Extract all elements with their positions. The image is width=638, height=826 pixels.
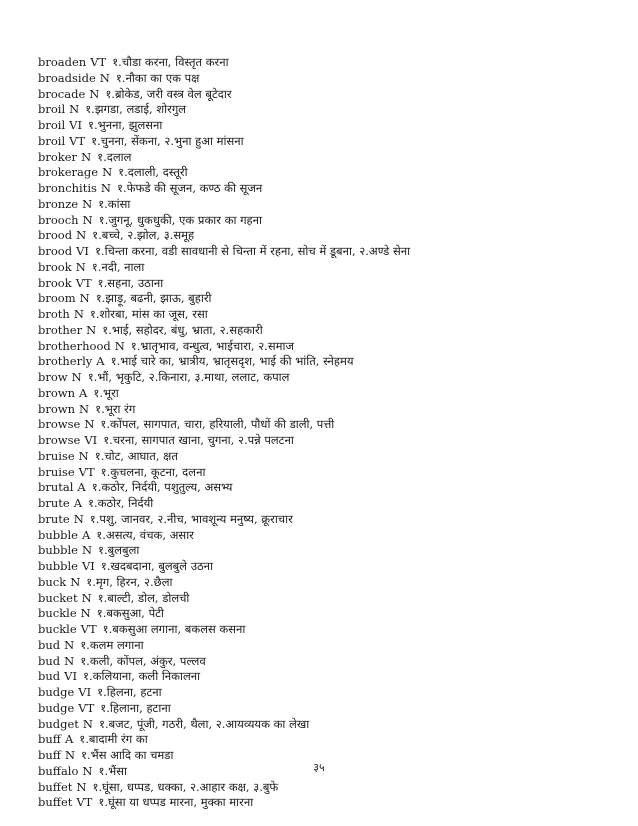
dictionary-entry (38, 496, 618, 512)
headword: brow (38, 370, 68, 384)
dictionary-entry (38, 244, 618, 260)
part-of-speech: N (81, 149, 92, 164)
dictionary-entry (38, 701, 618, 717)
part-of-speech: N (99, 70, 110, 85)
meaning: १.भैंसा (98, 763, 127, 778)
meaning: १.भौं, भृकुटि, २.किनारा, ३.माथा, ललाट, कपाल (87, 370, 290, 384)
meaning: १.भ्रातृभाव, वन्धुत्व, भाईचारा, २.समाज (130, 338, 295, 353)
dictionary-entry (38, 150, 618, 166)
meaning: १.कुचलना, कूटना, दलना (100, 464, 206, 479)
dictionary-entry (38, 654, 618, 670)
dictionary-entry (38, 102, 618, 118)
headword: brown (38, 385, 76, 400)
headword: broil (38, 102, 66, 117)
meaning: १.कांसा (98, 196, 131, 211)
meaning: १.सहना, उठाना (97, 275, 164, 290)
meaning: १.कठोर, निर्दयी, पशुतुल्य, असभ्य (91, 480, 233, 495)
meaning: १.शोरबा, मांस का जूस, रसा (89, 307, 208, 321)
headword: budget (38, 716, 79, 731)
headword: buffalo (38, 763, 79, 778)
headword: broaden (38, 55, 87, 69)
dictionary-entry (38, 559, 618, 575)
headword: brother (38, 322, 83, 337)
headword: brute (38, 511, 70, 526)
headword: brook (38, 275, 72, 290)
dictionary-entry (38, 465, 618, 481)
meaning: १.झाड़ू, बढनी, झाऊ, बुहारी (95, 291, 212, 306)
dictionary-entry (38, 795, 618, 811)
headword: brotherly (38, 354, 93, 369)
dictionary-entry (38, 354, 618, 370)
part-of-speech: N (73, 307, 84, 321)
part-of-speech: N (81, 590, 92, 605)
meaning: १.भाई चारे का, भ्रात्रीय, भ्रातृसदृश, भाई की भांति, स्नेहमय (110, 354, 354, 369)
headword: bud (38, 653, 61, 668)
headword: brute (38, 496, 70, 510)
dictionary-entry (38, 291, 618, 307)
part-of-speech: N (86, 322, 97, 337)
dictionary-entry (38, 575, 618, 591)
meaning: १.चुनना, सेंकना, २.भुना हुआ मांसना (91, 133, 244, 148)
dictionary-entry (38, 480, 618, 496)
headword: broom (38, 291, 76, 306)
part-of-speech: A (79, 385, 88, 400)
dictionary-entry (38, 71, 618, 87)
headword: brood (38, 228, 73, 243)
headword: broil (38, 133, 66, 148)
headword: buffet (38, 795, 73, 810)
dictionary-entry (38, 228, 618, 244)
meaning: १.बादामी रंग का (79, 732, 148, 747)
dictionary-entry (38, 118, 618, 134)
headword: buff (38, 748, 61, 762)
part-of-speech: N (82, 716, 93, 731)
headword: bubble (38, 559, 78, 573)
part-of-speech: N (71, 370, 82, 384)
dictionary-entry (38, 181, 618, 197)
entry-list (38, 55, 618, 811)
headword: bubble (38, 543, 78, 558)
headword: bubble (38, 527, 78, 542)
meaning: १.बजट, पूंजी, गठरी, थैला, २.आयव्ययक का लेखा (98, 716, 310, 731)
part-of-speech: N (64, 748, 76, 762)
dictionary-entry (38, 323, 618, 339)
dictionary-entry (38, 685, 618, 701)
dictionary-entry (38, 606, 618, 622)
part-of-speech: VI (84, 433, 98, 447)
meaning: १.भूरा रंग (95, 401, 136, 416)
dictionary-entry (38, 276, 618, 292)
dictionary-entry (38, 669, 618, 685)
meaning: १.भाई, सहोदर, बंधु, भ्राता, २.सहकारी (102, 322, 263, 337)
meaning: १.कलम लगाना (80, 637, 144, 652)
part-of-speech: VT (78, 700, 95, 715)
part-of-speech: N (79, 291, 90, 306)
dictionary-entry (38, 386, 618, 402)
meaning: १.खदबदाना, बुलबुले उठना (100, 559, 214, 573)
meaning: १.दलाली, दस्तूरी (118, 165, 188, 180)
meaning: १.दलाल (97, 149, 132, 164)
meaning: १.कठोर, निर्दयी (88, 496, 154, 510)
part-of-speech: A (96, 354, 105, 369)
headword: brocade (38, 86, 86, 101)
meaning: १.भुनना, झुलसना (88, 118, 163, 132)
headword: brown (38, 401, 76, 416)
headword: budge (38, 700, 75, 715)
headword: broil (38, 118, 66, 132)
part-of-speech: A (64, 732, 74, 747)
part-of-speech: N (81, 543, 93, 558)
meaning: १.हिलाना, हटाना (100, 700, 171, 715)
part-of-speech: VT (75, 275, 92, 290)
headword: bronze (38, 196, 79, 211)
dictionary-entry (38, 449, 618, 465)
dictionary-entry (38, 165, 618, 181)
meaning: १.घूंसा या धप्पड मारना, मुक्का मारना (98, 795, 254, 810)
page-number: ३५ (313, 761, 325, 774)
meaning: १.भैंस आदि का चमडा (81, 748, 174, 762)
headword: buffet (38, 779, 73, 794)
headword: browse (38, 417, 81, 432)
meaning: १.बाल्टी, डोल, डोलची (97, 590, 190, 605)
headword: brutal (38, 480, 74, 495)
meaning: १.कली, कोंपल, अंकुर, पल्लव (80, 653, 206, 668)
meaning: १.नदी, नाला (91, 259, 145, 274)
meaning: १.जुगनू, धुकधुकी, एक प्रकार का गहना (98, 212, 263, 227)
dictionary-entry (38, 717, 618, 733)
dictionary-entry (38, 543, 618, 559)
headword: buck (38, 574, 67, 589)
headword: bronchitis (38, 181, 97, 195)
dictionary-entry (38, 55, 618, 71)
part-of-speech: N (80, 606, 91, 621)
part-of-speech: VI (78, 685, 92, 699)
meaning: १.घूंसा, धप्पड, धक्का, २.आहार कक्ष, ३.बुफे (92, 779, 279, 794)
part-of-speech: N (84, 417, 95, 432)
meaning: १.बच्चे, २.झोल, ३.समूह (92, 228, 195, 243)
part-of-speech: A (81, 527, 91, 542)
part-of-speech: N (114, 338, 125, 353)
dictionary-entry (38, 780, 618, 796)
part-of-speech: N (78, 448, 89, 463)
headword: bud (38, 669, 61, 684)
meaning: १.नौका का एक पक्ष (115, 70, 200, 85)
meaning: १.झगडा, लडाई, शोरगुल (85, 102, 187, 117)
part-of-speech: VT (69, 133, 86, 148)
dictionary-entry (38, 260, 618, 276)
meaning: १.चरना, सागपात खाना, चुगना, २.पन्ने पलटना (103, 433, 294, 447)
headword: bucket (38, 590, 78, 605)
meaning: १.मृग, हिरन, २.छैला (86, 574, 173, 589)
part-of-speech: N (70, 574, 81, 589)
meaning: १.चोट, आघात, क्षत (94, 448, 178, 463)
part-of-speech: VI (69, 118, 82, 132)
dictionary-entry (38, 134, 618, 150)
dictionary-entry (38, 87, 618, 103)
meaning: १.फेफडे की सूजन, कण्ठ की सूजन (116, 181, 263, 195)
headword: buckle (38, 622, 77, 636)
dictionary-entry (38, 433, 618, 449)
headword: broker (38, 149, 78, 164)
part-of-speech: A (77, 480, 86, 495)
dictionary-entry (38, 417, 618, 433)
headword: bruise (38, 448, 75, 463)
part-of-speech: VI (76, 244, 89, 258)
headword: broadside (38, 70, 96, 85)
part-of-speech: N (64, 637, 75, 652)
part-of-speech: VT (90, 55, 107, 69)
part-of-speech: N (76, 779, 87, 794)
headword: buckle (38, 606, 77, 621)
meaning: १.हिलना, हटना (97, 685, 162, 699)
dictionary-entry (38, 339, 618, 355)
headword: budge (38, 685, 75, 699)
headword: brook (38, 259, 72, 274)
dictionary-entry (38, 732, 618, 748)
part-of-speech: N (82, 212, 93, 227)
headword: brokerage (38, 165, 99, 180)
headword: buff (38, 732, 61, 747)
headword: bud (38, 637, 61, 652)
dictionary-entry (38, 638, 618, 654)
dictionary-entry (38, 402, 618, 418)
headword: brood (38, 244, 73, 258)
part-of-speech: N (76, 228, 87, 243)
meaning: १.बकसुआ लगाना, बकलस कसना (102, 622, 246, 636)
meaning: १.ब्रोकेड, जरी वस्त्र वेल बूटेदार (105, 86, 232, 101)
meaning: १.कोंपल, सागपात, चारा, हरियाली, पौधों की डाली, पत्ती (100, 417, 335, 432)
part-of-speech: N (69, 102, 80, 117)
part-of-speech: N (82, 196, 93, 211)
part-of-speech: VT (76, 795, 93, 810)
dictionary-entry (38, 512, 618, 528)
part-of-speech: N (64, 653, 75, 668)
part-of-speech: VI (81, 559, 95, 573)
part-of-speech: VT (80, 622, 97, 636)
dictionary-entry (38, 370, 618, 386)
headword: broth (38, 307, 70, 321)
headword: browse (38, 433, 81, 447)
meaning: १.पशु, जानवर, २.नीच, भावशून्य मनुष्य, क्रूराचार (89, 511, 293, 526)
part-of-speech: N (102, 165, 113, 180)
part-of-speech: A (73, 496, 83, 510)
part-of-speech: VT (78, 464, 95, 479)
meaning: १.चौडा करना, विस्तृत करना (112, 55, 229, 69)
dictionary-entry (38, 197, 618, 213)
headword: bruise (38, 464, 75, 479)
dictionary-entry (38, 307, 618, 323)
meaning: १.बकसुआ, पेटी (96, 606, 164, 621)
meaning: १.असत्य, वंचक, असार (96, 527, 194, 542)
part-of-speech: N (100, 181, 111, 195)
part-of-speech: N (82, 763, 93, 778)
headword: brotherhood (38, 338, 111, 353)
part-of-speech: N (75, 259, 86, 274)
dictionary-entry (38, 213, 618, 229)
meaning: १.भूरा (93, 385, 119, 400)
dictionary-entry (38, 591, 618, 607)
dictionary-entry (38, 622, 618, 638)
dictionary-entry (38, 528, 618, 544)
part-of-speech: N (73, 511, 84, 526)
meaning: १.बुलबुला (98, 543, 140, 558)
part-of-speech: VI (64, 669, 77, 684)
meaning: १.कलियाना, कली निकालना (83, 669, 201, 684)
part-of-speech: N (89, 86, 100, 101)
meaning: १.चिन्ता करना, वडी सावधानी से चिन्ता में रहना, सोच में डूबना, २.अण्डे सेना (94, 244, 411, 258)
headword: brooch (38, 212, 79, 227)
part-of-speech: N (79, 401, 90, 416)
